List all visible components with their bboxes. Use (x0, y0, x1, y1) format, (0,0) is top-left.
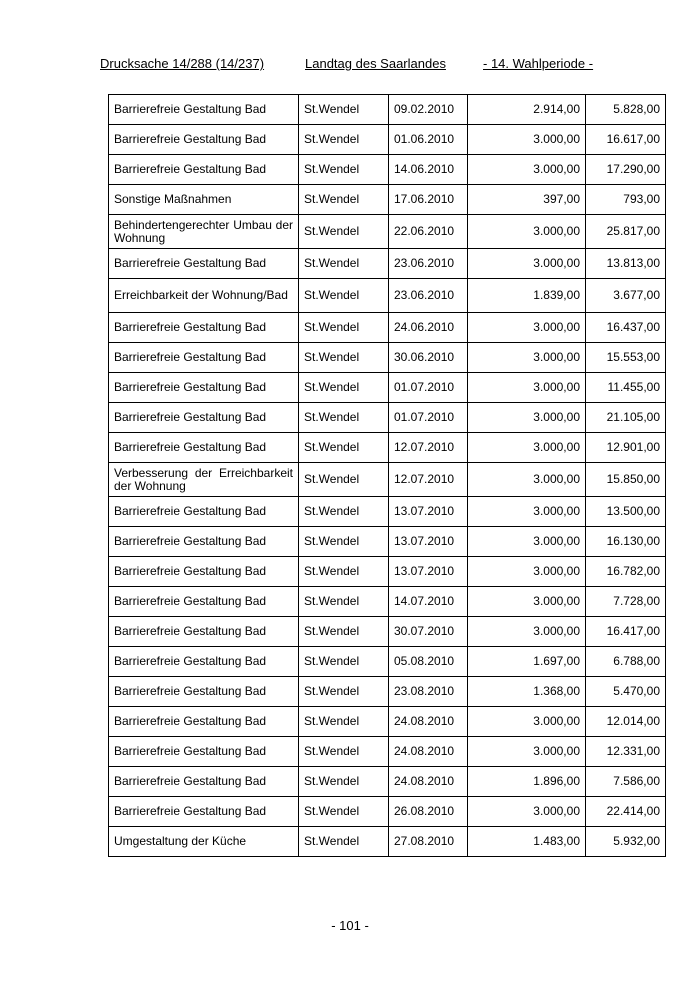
total-cost-cell: 25.817,00 (586, 215, 666, 249)
total-cost-cell: 17.290,00 (586, 155, 666, 185)
total-cost-cell: 12.014,00 (586, 707, 666, 737)
subsidy-cell: 3.000,00 (468, 797, 586, 827)
table-row (109, 677, 666, 707)
subsidy-cell: 3.000,00 (468, 617, 586, 647)
subsidy-cell: 3.000,00 (468, 249, 586, 279)
measure-cell: Barrierefreie Gestaltung Bad (109, 433, 299, 463)
total-cost-cell: 15.850,00 (586, 463, 666, 497)
place-cell: St.Wendel (299, 249, 389, 279)
measure-cell: Erreichbarkeit der Wohnung/Bad (109, 279, 299, 313)
subsidy-cell: 3.000,00 (468, 433, 586, 463)
date-cell: 13.07.2010 (389, 557, 468, 587)
measure-cell: Umgestaltung der Küche (109, 827, 299, 857)
total-cost-cell: 16.782,00 (586, 557, 666, 587)
table-row (109, 249, 666, 279)
table-row (109, 373, 666, 403)
table-row (109, 215, 666, 249)
subsidy-cell: 3.000,00 (468, 313, 586, 343)
measure-cell: Barrierefreie Gestaltung Bad (109, 647, 299, 677)
date-cell: 13.07.2010 (389, 497, 468, 527)
table-row (109, 647, 666, 677)
table-row (109, 497, 666, 527)
place-cell: St.Wendel (299, 767, 389, 797)
place-cell: St.Wendel (299, 215, 389, 249)
subsidy-cell: 2.914,00 (468, 95, 586, 125)
date-cell: 14.06.2010 (389, 155, 468, 185)
funding-table (108, 94, 666, 857)
subsidy-cell: 3.000,00 (468, 215, 586, 249)
measure-cell: Barrierefreie Gestaltung Bad (109, 497, 299, 527)
date-cell: 09.02.2010 (389, 95, 468, 125)
subsidy-cell: 3.000,00 (468, 155, 586, 185)
total-cost-cell: 11.455,00 (586, 373, 666, 403)
date-cell: 17.06.2010 (389, 185, 468, 215)
place-cell: St.Wendel (299, 313, 389, 343)
date-cell: 05.08.2010 (389, 647, 468, 677)
total-cost-cell: 5.828,00 (586, 95, 666, 125)
table-row (109, 767, 666, 797)
subsidy-cell: 1.483,00 (468, 827, 586, 857)
measure-cell: Behindertengerechter Umbau der Wohnung (109, 215, 299, 249)
table-row (109, 557, 666, 587)
measure-cell: Barrierefreie Gestaltung Bad (109, 403, 299, 433)
place-cell: St.Wendel (299, 463, 389, 497)
subsidy-cell: 3.000,00 (468, 403, 586, 433)
subsidy-cell: 3.000,00 (468, 463, 586, 497)
place-cell: St.Wendel (299, 125, 389, 155)
date-cell: 24.08.2010 (389, 707, 468, 737)
parliament-name: Landtag des Saarlandes (305, 56, 446, 71)
subsidy-cell: 3.000,00 (468, 125, 586, 155)
table-row (109, 827, 666, 857)
date-cell: 23.06.2010 (389, 279, 468, 313)
date-cell: 23.08.2010 (389, 677, 468, 707)
date-cell: 12.07.2010 (389, 463, 468, 497)
date-cell: 01.06.2010 (389, 125, 468, 155)
date-cell: 14.07.2010 (389, 587, 468, 617)
place-cell: St.Wendel (299, 155, 389, 185)
subsidy-cell: 3.000,00 (468, 373, 586, 403)
table-row (109, 279, 666, 313)
table-row (109, 433, 666, 463)
measure-cell: Barrierefreie Gestaltung Bad (109, 737, 299, 767)
place-cell: St.Wendel (299, 617, 389, 647)
date-cell: 01.07.2010 (389, 403, 468, 433)
measure-cell: Barrierefreie Gestaltung Bad (109, 587, 299, 617)
place-cell: St.Wendel (299, 827, 389, 857)
date-cell: 24.08.2010 (389, 737, 468, 767)
subsidy-cell: 3.000,00 (468, 497, 586, 527)
total-cost-cell: 16.417,00 (586, 617, 666, 647)
measure-cell: Barrierefreie Gestaltung Bad (109, 707, 299, 737)
place-cell: St.Wendel (299, 373, 389, 403)
total-cost-cell: 15.553,00 (586, 343, 666, 373)
subsidy-cell: 3.000,00 (468, 737, 586, 767)
total-cost-cell: 13.500,00 (586, 497, 666, 527)
place-cell: St.Wendel (299, 433, 389, 463)
place-cell: St.Wendel (299, 527, 389, 557)
total-cost-cell: 5.932,00 (586, 827, 666, 857)
subsidy-cell: 1.839,00 (468, 279, 586, 313)
table-row (109, 707, 666, 737)
measure-cell: Barrierefreie Gestaltung Bad (109, 313, 299, 343)
subsidy-cell: 3.000,00 (468, 587, 586, 617)
total-cost-cell: 12.901,00 (586, 433, 666, 463)
date-cell: 26.08.2010 (389, 797, 468, 827)
page-number: - 101 - (331, 918, 369, 933)
document-number: Drucksache 14/288 (14/237) (100, 56, 265, 71)
measure-cell: Barrierefreie Gestaltung Bad (109, 767, 299, 797)
total-cost-cell: 6.788,00 (586, 647, 666, 677)
date-cell: 01.07.2010 (389, 373, 468, 403)
table-row (109, 155, 666, 185)
legislative-period: - 14. Wahlperiode - (483, 56, 594, 71)
table-row (109, 95, 666, 125)
total-cost-cell: 16.130,00 (586, 527, 666, 557)
table-row (109, 587, 666, 617)
date-cell: 30.07.2010 (389, 617, 468, 647)
table-row (109, 527, 666, 557)
place-cell: St.Wendel (299, 279, 389, 313)
table-row (109, 797, 666, 827)
place-cell: St.Wendel (299, 587, 389, 617)
place-cell: St.Wendel (299, 185, 389, 215)
place-cell: St.Wendel (299, 95, 389, 125)
subsidy-cell: 1.697,00 (468, 647, 586, 677)
table-row (109, 737, 666, 767)
total-cost-cell: 16.437,00 (586, 313, 666, 343)
table-row (109, 313, 666, 343)
place-cell: St.Wendel (299, 707, 389, 737)
total-cost-cell: 5.470,00 (586, 677, 666, 707)
table-row (109, 403, 666, 433)
total-cost-cell: 13.813,00 (586, 249, 666, 279)
subsidy-cell: 3.000,00 (468, 343, 586, 373)
place-cell: St.Wendel (299, 343, 389, 373)
total-cost-cell: 7.586,00 (586, 767, 666, 797)
date-cell: 27.08.2010 (389, 827, 468, 857)
funding-table-body (109, 95, 666, 857)
date-cell: 12.07.2010 (389, 433, 468, 463)
date-cell: 22.06.2010 (389, 215, 468, 249)
measure-cell: Barrierefreie Gestaltung Bad (109, 527, 299, 557)
measure-cell: Barrierefreie Gestaltung Bad (109, 95, 299, 125)
page-header (100, 56, 600, 74)
subsidy-cell: 1.368,00 (468, 677, 586, 707)
date-cell: 23.06.2010 (389, 249, 468, 279)
date-cell: 24.06.2010 (389, 313, 468, 343)
total-cost-cell: 12.331,00 (586, 737, 666, 767)
place-cell: St.Wendel (299, 497, 389, 527)
measure-cell: Barrierefreie Gestaltung Bad (109, 373, 299, 403)
total-cost-cell: 793,00 (586, 185, 666, 215)
total-cost-cell: 7.728,00 (586, 587, 666, 617)
subsidy-cell: 3.000,00 (468, 527, 586, 557)
place-cell: St.Wendel (299, 403, 389, 433)
measure-cell: Barrierefreie Gestaltung Bad (109, 249, 299, 279)
table-row (109, 463, 666, 497)
measure-cell: Barrierefreie Gestaltung Bad (109, 557, 299, 587)
subsidy-cell: 1.896,00 (468, 767, 586, 797)
place-cell: St.Wendel (299, 737, 389, 767)
place-cell: St.Wendel (299, 647, 389, 677)
table-row (109, 617, 666, 647)
table-row (109, 185, 666, 215)
measure-cell: Barrierefreie Gestaltung Bad (109, 155, 299, 185)
total-cost-cell: 3.677,00 (586, 279, 666, 313)
measure-cell: Barrierefreie Gestaltung Bad (109, 677, 299, 707)
date-cell: 30.06.2010 (389, 343, 468, 373)
date-cell: 24.08.2010 (389, 767, 468, 797)
measure-cell: Sonstige Maßnahmen (109, 185, 299, 215)
subsidy-cell: 3.000,00 (468, 707, 586, 737)
total-cost-cell: 21.105,00 (586, 403, 666, 433)
measure-cell: Verbesserung der Erreichbarkeit der Wohnung (109, 463, 299, 497)
table-row (109, 343, 666, 373)
subsidy-cell: 3.000,00 (468, 557, 586, 587)
table-row (109, 125, 666, 155)
place-cell: St.Wendel (299, 677, 389, 707)
date-cell: 13.07.2010 (389, 527, 468, 557)
total-cost-cell: 16.617,00 (586, 125, 666, 155)
measure-cell: Barrierefreie Gestaltung Bad (109, 617, 299, 647)
place-cell: St.Wendel (299, 797, 389, 827)
place-cell: St.Wendel (299, 557, 389, 587)
measure-cell: Barrierefreie Gestaltung Bad (109, 797, 299, 827)
measure-cell: Barrierefreie Gestaltung Bad (109, 343, 299, 373)
total-cost-cell: 22.414,00 (586, 797, 666, 827)
measure-cell: Barrierefreie Gestaltung Bad (109, 125, 299, 155)
subsidy-cell: 397,00 (468, 185, 586, 215)
